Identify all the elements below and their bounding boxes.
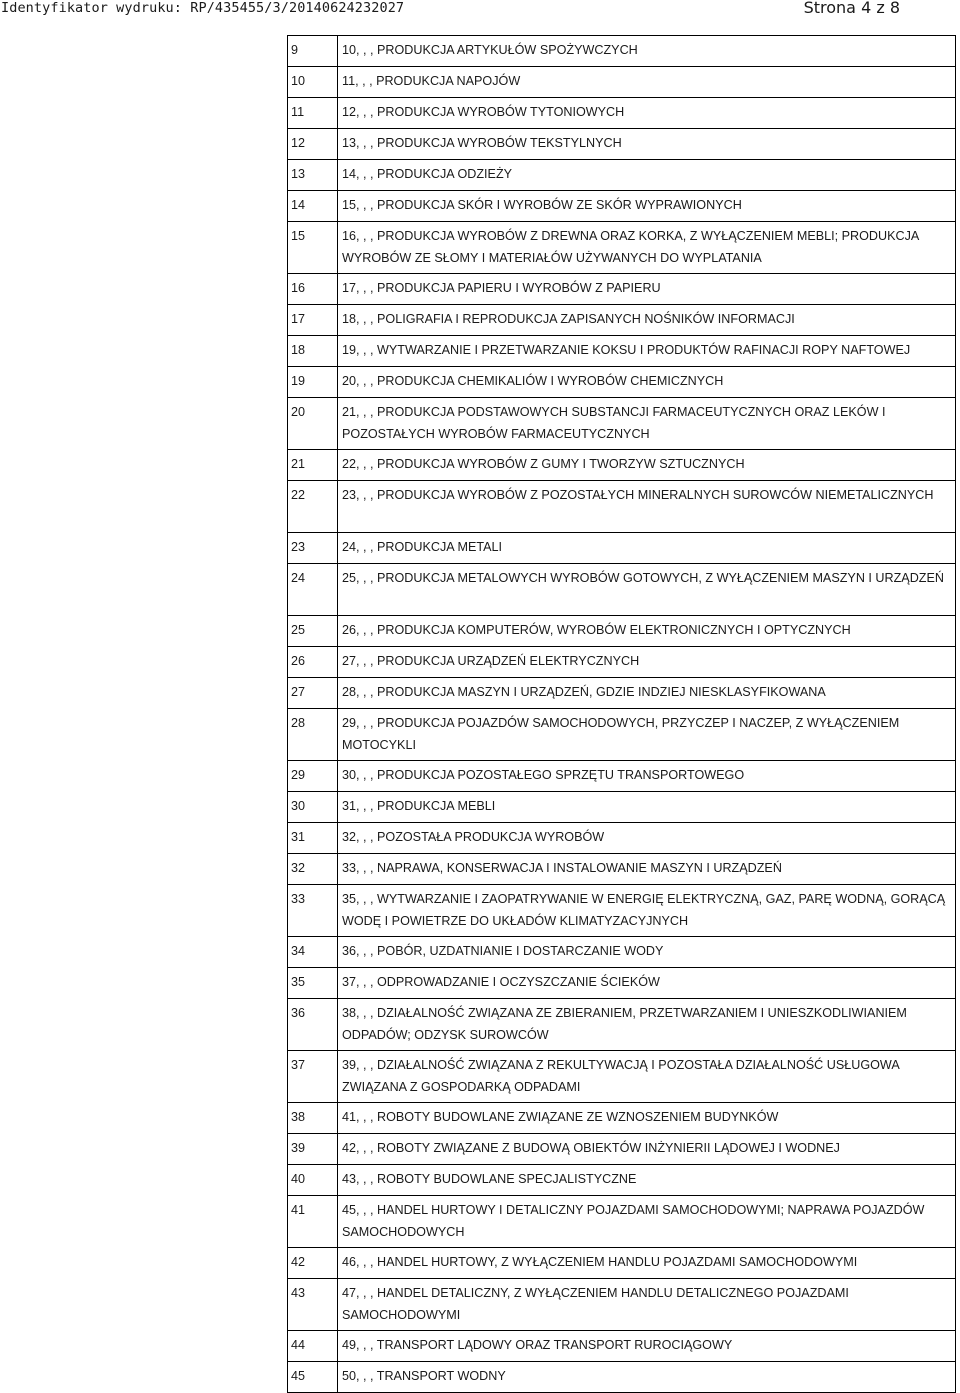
row-description: 15, , , PRODUKCJA SKÓR I WYROBÓW ZE SKÓR WYPRAWIONYCH [338,191,956,222]
table-row [288,36,956,67]
row-number: 43 [288,1279,338,1331]
row-number: 17 [288,305,338,336]
row-number: 12 [288,129,338,160]
row-number: 28 [288,709,338,761]
row-number: 45 [288,1362,338,1393]
row-description: 39, , , DZIAŁALNOŚĆ ZWIĄZANA Z REKULTYWACJĄ I POZOSTAŁA DZIAŁALNOŚĆ USŁUGOWA ZWIĄZANA Z GOSPODARKĄ ODPADAMI [338,1051,956,1103]
table-row [288,564,956,616]
print-identifier: Identyfikator wydruku: RP/435455/3/20140624232027 [1,0,405,16]
row-number: 24 [288,564,338,616]
table-row [288,222,956,274]
row-number: 37 [288,1051,338,1103]
row-number: 41 [288,1196,338,1248]
table-row [288,67,956,98]
row-number: 23 [288,533,338,564]
row-description: 33, , , NAPRAWA, KONSERWACJA I INSTALOWANIE MASZYN I URZĄDZEŃ [338,854,956,885]
row-description: 30, , , PRODUKCJA POZOSTAŁEGO SPRZĘTU TRANSPORTOWEGO [338,761,956,792]
page-header [0,0,960,20]
table-row [288,885,956,937]
table-row [288,647,956,678]
row-description: 29, , , PRODUKCJA POJAZDÓW SAMOCHODOWYCH, PRZYCZEP I NACZEP, Z WYŁĄCZENIEM MOTOCYKLI [338,709,956,761]
row-description: 25, , , PRODUKCJA METALOWYCH WYROBÓW GOTOWYCH, Z WYŁĄCZENIEM MASZYN I URZĄDZEŃ [338,564,956,616]
row-number: 11 [288,98,338,129]
row-number: 31 [288,823,338,854]
row-number: 10 [288,67,338,98]
table-row [288,367,956,398]
table-row [288,1248,956,1279]
row-description: 31, , , PRODUKCJA MEBLI [338,792,956,823]
row-description: 22, , , PRODUKCJA WYROBÓW Z GUMY I TWORZYW SZTUCZNYCH [338,450,956,481]
row-description: 49, , , TRANSPORT LĄDOWY ORAZ TRANSPORT RUROCIĄGOWY [338,1331,956,1362]
table-row [288,792,956,823]
table-row [288,999,956,1051]
row-number: 14 [288,191,338,222]
row-description: 13, , , PRODUKCJA WYROBÓW TEKSTYLNYCH [338,129,956,160]
row-number: 16 [288,274,338,305]
row-number: 21 [288,450,338,481]
row-description: 35, , , WYTWARZANIE I ZAOPATRYWANIE W ENERGIĘ ELEKTRYCZNĄ, GAZ, PARĘ WODNĄ, GORĄCĄ WODĘ I POWIETRZE DO UKŁADÓW KLIMATYZACYJNYCH [338,885,956,937]
table-row [288,1362,956,1393]
table-row [288,761,956,792]
table-row [288,129,956,160]
table-row [288,1196,956,1248]
table-row [288,1331,956,1362]
row-description: 36, , , POBÓR, UZDATNIANIE I DOSTARCZANIE WODY [338,937,956,968]
row-description: 26, , , PRODUKCJA KOMPUTERÓW, WYROBÓW ELEKTRONICZNYCH I OPTYCZNYCH [338,616,956,647]
table-row [288,191,956,222]
row-description: 23, , , PRODUKCJA WYROBÓW Z POZOSTAŁYCH MINERALNYCH SUROWCÓW NIEMETALICZNYCH [338,481,956,533]
row-description: 18, , , POLIGRAFIA I REPRODUKCJA ZAPISANYCH NOŚNIKÓW INFORMACJI [338,305,956,336]
table-row [288,968,956,999]
table-row [288,398,956,450]
row-description: 32, , , POZOSTAŁA PRODUKCJA WYROBÓW [338,823,956,854]
row-description: 43, , , ROBOTY BUDOWLANE SPECJALISTYCZNE [338,1165,956,1196]
page-number: Strona 4 z 8 [803,0,900,17]
row-number: 13 [288,160,338,191]
row-description: 11, , , PRODUKCJA NAPOJÓW [338,67,956,98]
row-description: 12, , , PRODUKCJA WYROBÓW TYTONIOWYCH [338,98,956,129]
row-number: 29 [288,761,338,792]
row-number: 32 [288,854,338,885]
row-number: 42 [288,1248,338,1279]
table-row [288,823,956,854]
row-number: 33 [288,885,338,937]
row-description: 10, , , PRODUKCJA ARTYKUŁÓW SPOŻYWCZYCH [338,36,956,67]
row-number: 20 [288,398,338,450]
row-description: 16, , , PRODUKCJA WYROBÓW Z DREWNA ORAZ KORKA, Z WYŁĄCZENIEM MEBLI; PRODUKCJA WYROBÓW ZE SŁOMY I MATERIAŁÓW UŻYWANYCH DO WYPLATANIA [338,222,956,274]
row-description: 24, , , PRODUKCJA METALI [338,533,956,564]
table-row [288,1103,956,1134]
table-row [288,533,956,564]
table-row [288,481,956,533]
table-row [288,450,956,481]
row-description: 20, , , PRODUKCJA CHEMIKALIÓW I WYROBÓW CHEMICZNYCH [338,367,956,398]
row-number: 35 [288,968,338,999]
row-number: 22 [288,481,338,533]
row-number: 18 [288,336,338,367]
row-number: 25 [288,616,338,647]
row-description: 47, , , HANDEL DETALICZNY, Z WYŁĄCZENIEM HANDLU DETALICZNEGO POJAZDAMI SAMOCHODOWYMI [338,1279,956,1331]
row-description: 45, , , HANDEL HURTOWY I DETALICZNY POJAZDAMI SAMOCHODOWYMI; NAPRAWA POJAZDÓW SAMOCHODOWYCH [338,1196,956,1248]
table-row [288,1279,956,1331]
row-number: 30 [288,792,338,823]
row-number: 15 [288,222,338,274]
row-description: 41, , , ROBOTY BUDOWLANE ZWIĄZANE ZE WZNOSZENIEM BUDYNKÓW [338,1103,956,1134]
row-description: 27, , , PRODUKCJA URZĄDZEŃ ELEKTRYCZNYCH [338,647,956,678]
row-description: 46, , , HANDEL HURTOWY, Z WYŁĄCZENIEM HANDLU POJAZDAMI SAMOCHODOWYMI [338,1248,956,1279]
row-description: 21, , , PRODUKCJA PODSTAWOWYCH SUBSTANCJI FARMACEUTYCZNYCH ORAZ LEKÓW I POZOSTAŁYCH WYROBÓW FARMACEUTYCZNYCH [338,398,956,450]
row-description: 37, , , ODPROWADZANIE I OCZYSZCZANIE ŚCIEKÓW [338,968,956,999]
row-number: 27 [288,678,338,709]
row-description: 42, , , ROBOTY ZWIĄZANE Z BUDOWĄ OBIEKTÓW INŻYNIERII LĄDOWEJ I WODNEJ [338,1134,956,1165]
table-row [288,1051,956,1103]
row-number: 26 [288,647,338,678]
row-number: 44 [288,1331,338,1362]
row-description: 38, , , DZIAŁALNOŚĆ ZWIĄZANA ZE ZBIERANIEM, PRZETWARZANIEM I UNIESZKODLIWIANIEM ODPADÓW; ODZYSK SUROWCÓW [338,999,956,1051]
table-row [288,616,956,647]
row-description: 50, , , TRANSPORT WODNY [338,1362,956,1393]
row-number: 38 [288,1103,338,1134]
row-number: 39 [288,1134,338,1165]
table-row [288,98,956,129]
table-row [288,336,956,367]
row-description: 28, , , PRODUKCJA MASZYN I URZĄDZEŃ, GDZIE INDZIEJ NIESKLASYFIKOWANA [338,678,956,709]
table-row [288,709,956,761]
row-number: 36 [288,999,338,1051]
row-number: 9 [288,36,338,67]
row-description: 19, , , WYTWARZANIE I PRZETWARZANIE KOKSU I PRODUKTÓW RAFINACJI ROPY NAFTOWEJ [338,336,956,367]
row-description: 14, , , PRODUKCJA ODZIEŻY [338,160,956,191]
table-row [288,274,956,305]
row-number: 19 [288,367,338,398]
table-row [288,678,956,709]
row-number: 40 [288,1165,338,1196]
table-row [288,1165,956,1196]
table-row [288,854,956,885]
activity-table [287,35,956,1393]
table-row [288,305,956,336]
row-number: 34 [288,937,338,968]
table-row [288,1134,956,1165]
row-description: 17, , , PRODUKCJA PAPIERU I WYROBÓW Z PAPIERU [338,274,956,305]
table-row [288,937,956,968]
table-row [288,160,956,191]
